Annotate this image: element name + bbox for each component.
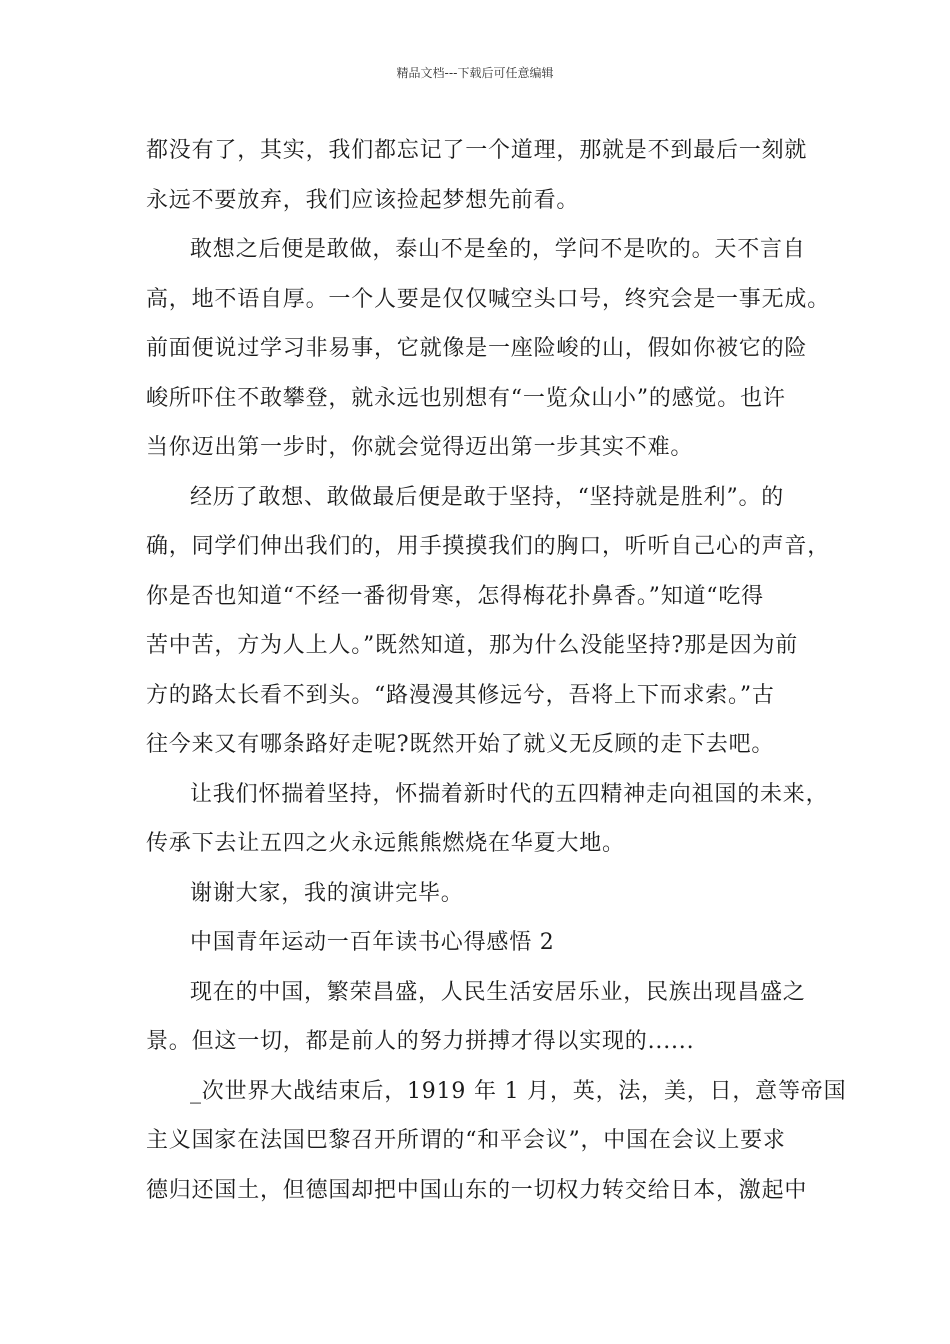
text-line: 敢想之后便是敢做，泰山不是垒的，学问不是吹的。天不言自 (190, 237, 806, 262)
text-line: 主义国家在法国巴黎召开所谓的“和平会议”，中国在会议上要求 (146, 1128, 786, 1153)
text-line: 前面便说过学习非易事，它就像是一座险峻的山，假如你被它的险 (146, 336, 808, 361)
text-line: 景。但这一切，都是前人的努力拼搏才得以实现的...... (146, 1029, 695, 1054)
text-line: 高，地不语自厚。一个人要是仅仅喊空头口号，终究会是一事无成。 (146, 286, 831, 312)
text-line: 往今来又有哪条路好走呢?既然开始了就义无反顾的走下去吧。 (146, 732, 775, 757)
text-line: 苦中苦，方为人上人。”既然知道，那为什么没能坚持?那是因为前 (146, 633, 799, 658)
text-line: 峻所吓住不敢攀登，就永远也别想有“一览众山小”的感觉。也许 (146, 385, 786, 411)
text-line: 德归还国土，但德国却把中国山东的一切权力转交给日本，激起中 (146, 1177, 808, 1203)
text-line: 你是否也知道“不经一番彻骨寒，怎得梅花扑鼻香。”知道“吃得 (146, 583, 764, 609)
text-line: 传承下去让五四之火永远熊熊燃烧在华夏大地。 (146, 831, 625, 856)
text-line: 永远不要放弃，我们应该捡起梦想先前看。 (146, 187, 580, 213)
text-line: 经历了敢想、敢做最后便是敢于坚持，“坚持就是胜利”。的 (190, 484, 785, 510)
page-header: 精品文档---下载后可任意编辑 (396, 66, 554, 80)
text-line: 确，同学们伸出我们的，用手摸摸我们的胸口，听听自己心的声音， (146, 534, 831, 559)
text-line: 谢谢大家，我的演讲完毕。 (190, 880, 464, 906)
text-line: 现在的中国，繁荣昌盛，人民生活安居乐业，民族出现昌盛之 (190, 979, 806, 1005)
text-line: 都没有了，其实，我们都忘记了一个道理，那就是不到最后一刻就 (146, 138, 808, 163)
section-title: 中国青年运动一百年读书心得感悟 2 (190, 930, 555, 955)
text-line: _次世界大战结束后，1919 年 1 月，英，法，美，日，意等帝国 (190, 1078, 847, 1104)
body-text (146, 126, 847, 1215)
text-line: 方的路太长看不到头。“路漫漫其修远兮，吾将上下而求索。”古 (146, 682, 775, 708)
text-line: 当你迈出第一步时，你就会觉得迈出第一步其实不难。 (146, 435, 694, 460)
text-line: 让我们怀揣着坚持，怀揣着新时代的五四精神走向祖国的未来， (190, 781, 829, 807)
